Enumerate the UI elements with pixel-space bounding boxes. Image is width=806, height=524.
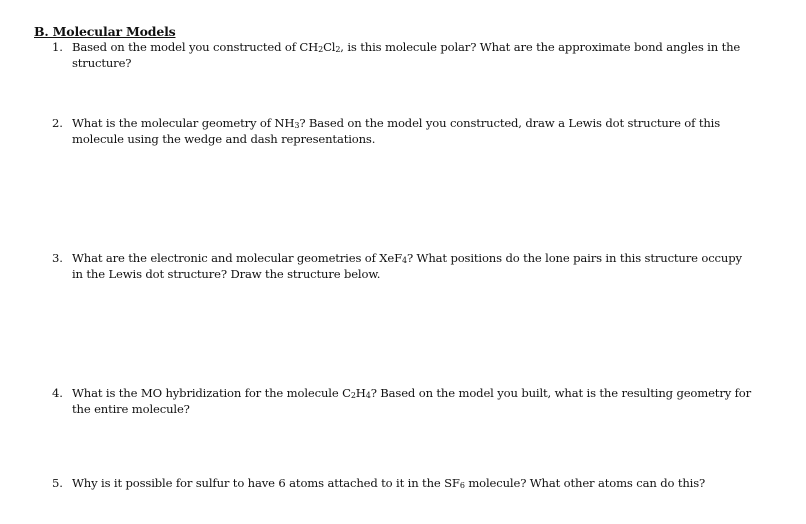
section-heading: B. Molecular Models — [34, 24, 176, 39]
question-text: What are the electronic and molecular geometries of XeF$_4$? What positions do the lone pairs in this structure occupy in the Lewis dot structure? Draw the structure below. — [72, 251, 742, 281]
question-2 — [52, 116, 752, 147]
question-text: What is the molecular geometry of $NH_3$? Based on the model you constructed, draw a Lewis dot structure of this molecule using the wedge and dash representations. — [72, 116, 720, 146]
question-1 — [52, 40, 752, 71]
question-number: 5. — [52, 476, 63, 490]
question-text: What is the MO hybridization for the molecule $C_2H_4$? Based on the model you built, what is the resulting geometry for the entire molecule? — [72, 386, 752, 416]
question-3 — [52, 251, 752, 282]
question-5 — [52, 476, 752, 492]
question-4 — [52, 386, 752, 417]
question-text: Based on the model you constructed of $CH_2Cl_2$, is this molecule polar? What are the approximate bond angles in the structure? — [72, 40, 741, 70]
question-number: 4. — [52, 386, 63, 400]
question-number: 2. — [52, 116, 63, 130]
question-number: 3. — [52, 251, 63, 265]
question-text: Why is it possible for sulfur to have 6 atoms attached to it in the $SF_6$ molecule? What other atoms can do this? — [72, 476, 706, 490]
question-number: 1. — [52, 40, 63, 54]
